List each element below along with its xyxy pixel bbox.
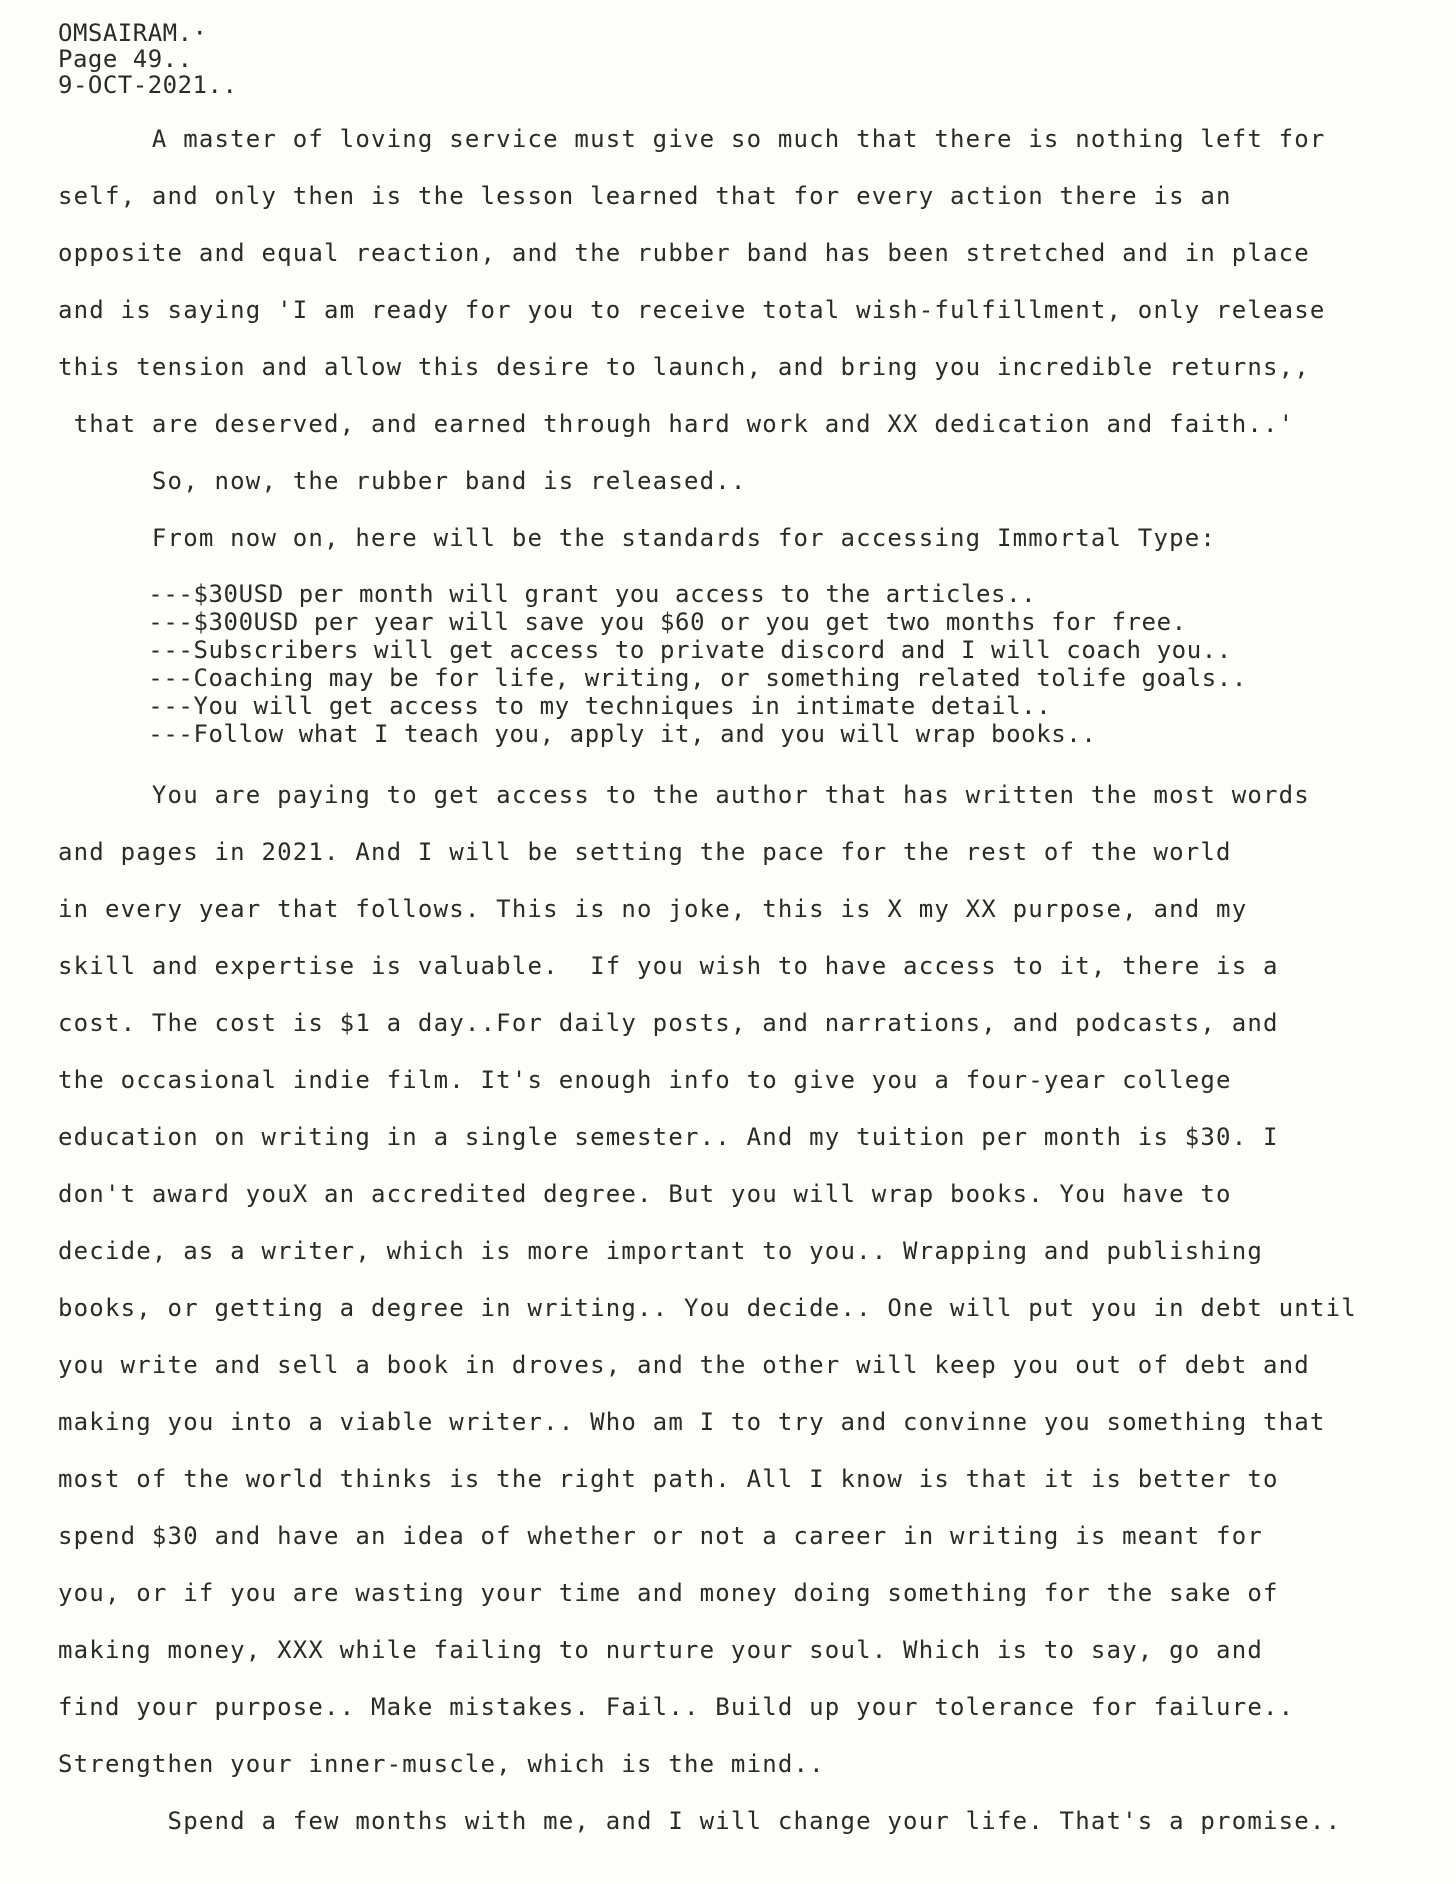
text-line: the occasional indie film. It's enough info to give you a four-year college [58, 1066, 1232, 1094]
text-line: education on writing in a single semester.. And my tuition per month is $30. I [58, 1123, 1279, 1151]
page-header [58, 20, 237, 98]
header-page-number: Page 49.. [58, 45, 193, 73]
text-line: you write and sell a book in droves, and the other will keep you out of debt and [58, 1351, 1310, 1379]
paragraph-2: So, now, the rubber band is released.. [58, 467, 747, 495]
list-item: ---Coaching may be for life, writing, or something related tolife goals.. [58, 664, 1247, 692]
text-line: find your purpose.. Make mistakes. Fail.. Build up your tolerance for failure.. [58, 1693, 1295, 1721]
text-line: and pages in 2021. And I will be setting the pace for the rest of the world [58, 838, 1232, 866]
text-line: most of the world thinks is the right path. All I know is that it is better to [58, 1465, 1279, 1493]
header-date: 9-OCT-2021.. [58, 71, 238, 99]
text-line: don't award youX an accredited degree. But you will wrap books. You have to [58, 1180, 1232, 1208]
text-line: books, or getting a degree in writing.. You decide.. One will put you in debt until [58, 1294, 1357, 1322]
list-item: ---Follow what I teach you, apply it, and you will wrap books.. [58, 720, 1097, 748]
text-line: in every year that follows. This is no joke, this is X my XX purpose, and my [58, 895, 1248, 923]
header-title: OMSAIRAM.· [58, 19, 208, 47]
list-item: ---Subscribers will get access to private discord and I will coach you.. [58, 636, 1232, 664]
text-line: Strengthen your inner-muscle, which is the mind.. [58, 1750, 825, 1778]
text-line: skill and expertise is valuable. If you wish to have access to it, there is a [58, 952, 1279, 980]
text-line: making you into a viable writer.. Who am I to try and convinne you something that [58, 1408, 1326, 1436]
text-line: making money, XXX while failing to nurture your soul. Which is to say, go and [58, 1636, 1263, 1664]
list-item: ---$30USD per month will grant you access to the articles.. [58, 580, 1037, 608]
text-line: cost. The cost is $1 a day..For daily posts, and narrations, and podcasts, and [58, 1009, 1279, 1037]
text-line: and is saying 'I am ready for you to receive total wish-fulfillment, only release [58, 296, 1326, 324]
text-line: this tension and allow this desire to launch, and bring you incredible returns,, [58, 353, 1310, 381]
text-line: self, and only then is the lesson learned that for every action there is an [58, 182, 1232, 210]
text-line: decide, as a writer, which is more important to you.. Wrapping and publishing [58, 1237, 1263, 1265]
paragraph-3: From now on, here will be the standards for accessing Immortal Type: [58, 524, 1217, 552]
list-item: ---You will get access to my techniques in intimate detail.. [58, 692, 1052, 720]
text-line: opposite and equal reaction, and the rubber band has been stretched and in place [58, 239, 1310, 267]
text-line: You are paying to get access to the author that has written the most words [58, 781, 1310, 809]
text-line: A master of loving service must give so much that there is nothing left for [58, 125, 1326, 153]
list-item: ---$300USD per year will save you $60 or you get two months for free. [58, 608, 1187, 636]
text-line: spend $30 and have an idea of whether or not a career in writing is meant for [58, 1522, 1263, 1550]
paragraph-5: Spend a few months with me, and I will change your life. That's a promise.. [58, 1807, 1342, 1835]
text-line: that are deserved, and earned through hard work and XX dedication and faith..' [58, 410, 1295, 438]
text-line: you, or if you are wasting your time and money doing something for the sake of [58, 1579, 1279, 1607]
